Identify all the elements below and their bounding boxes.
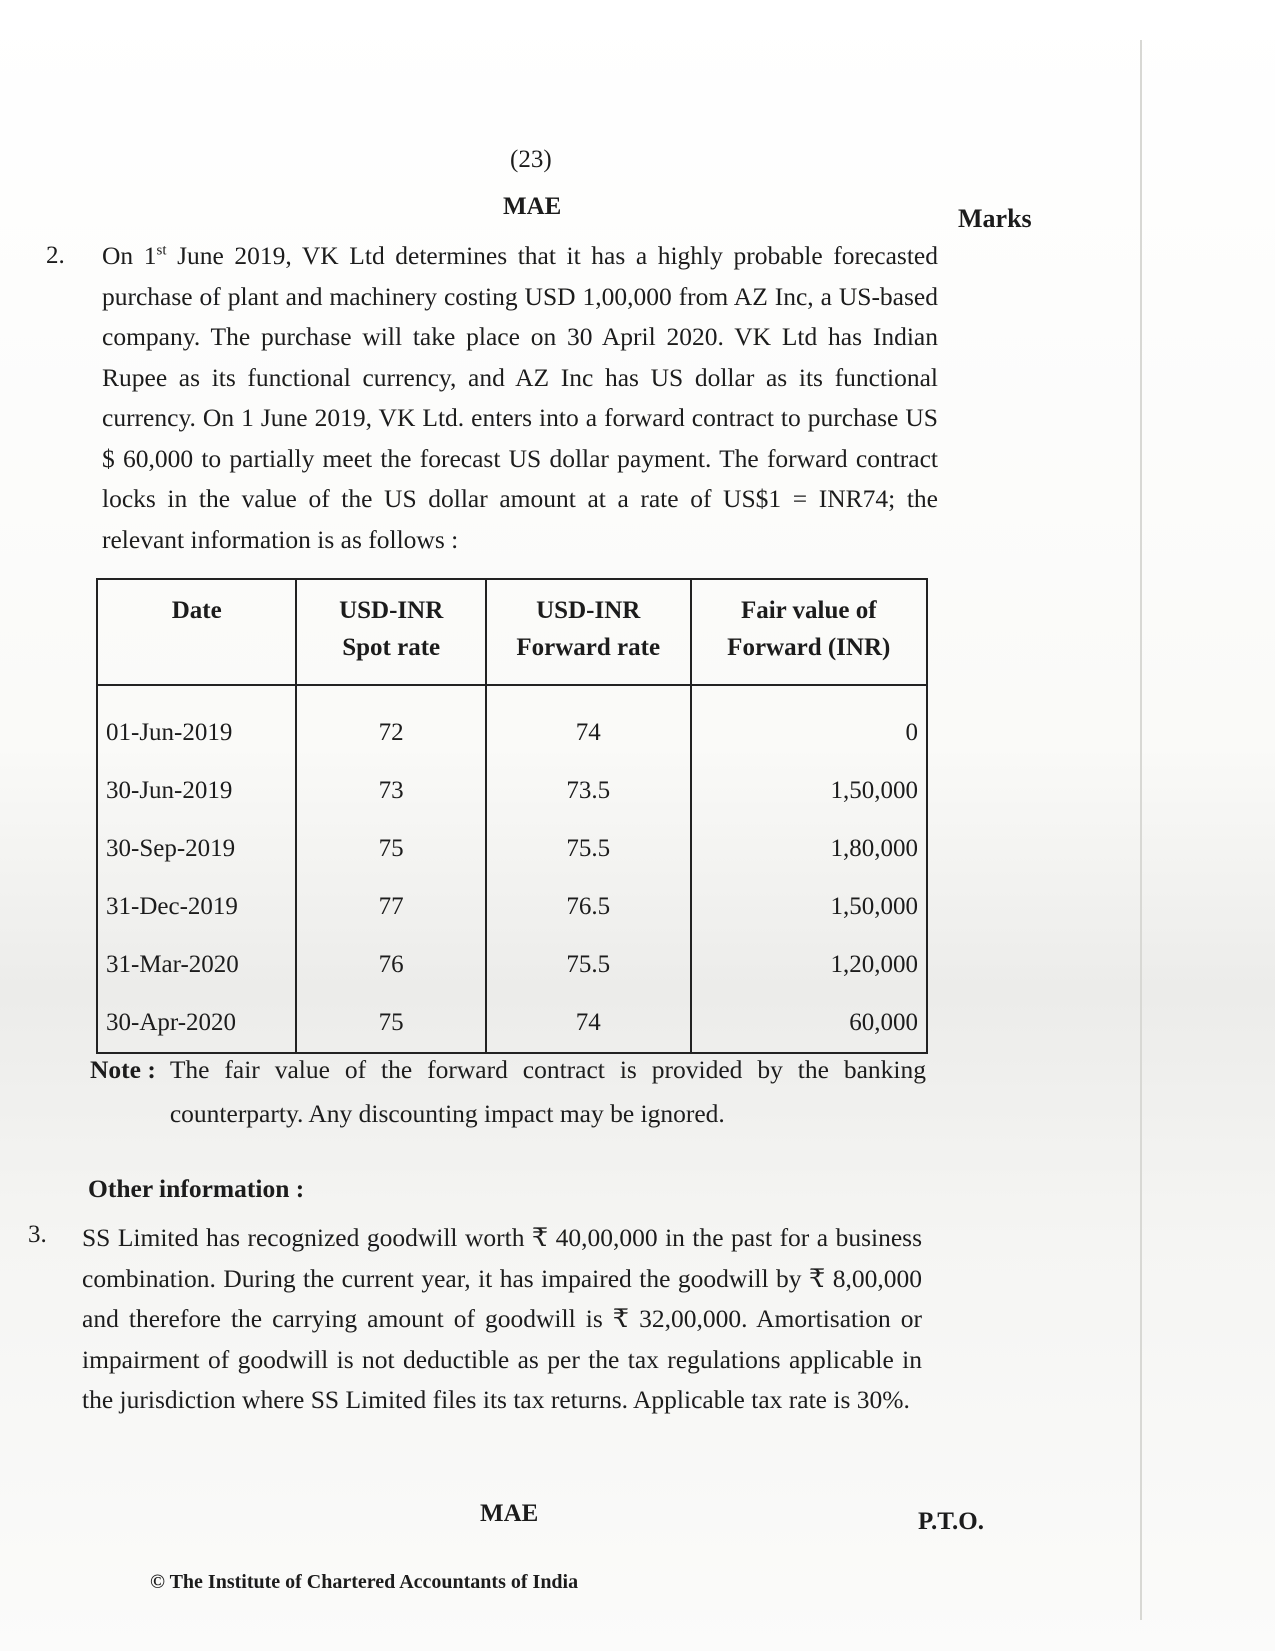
cell-date: 30-Jun-2019 [97,762,296,820]
note-text: The fair value of the forward contract is provided by the banking counterparty. Any discounting impact may be ignored. [169,1055,926,1128]
table-header-row [97,579,927,685]
question-2-text-start: On 1 [102,241,157,270]
cell-fair-value: 0 [691,685,927,762]
table-row [97,820,927,878]
cell-spot: 73 [296,762,486,820]
cell-date: 01-Jun-2019 [97,685,296,762]
question-3-number: 3. [28,1221,47,1248]
note-label: Note : [90,1055,156,1084]
header-paper-code: MAE [503,193,562,220]
other-information-heading: Other information : [88,1174,305,1203]
cell-spot: 77 [296,878,486,936]
header-fair-value: Fair value of Forward (INR) [691,579,927,685]
marks-column-label: Marks [958,204,1032,233]
cell-spot: 72 [296,685,486,762]
copyright-notice: © The Institute of Chartered Accountants of India [150,1571,579,1593]
table-row [97,936,927,994]
table-row [97,878,927,936]
cell-date: 31-Mar-2020 [97,936,296,994]
cell-date: 30-Apr-2020 [97,994,296,1053]
table-row [97,994,927,1053]
cell-forward: 74 [486,994,691,1053]
cell-forward: 73.5 [486,762,691,820]
question-2-number: 2. [46,242,65,269]
footer-paper-code: MAE [480,1500,539,1527]
cell-forward: 74 [486,685,691,762]
cell-forward: 75.5 [486,820,691,878]
header-date: Date [97,579,296,685]
question-3-text: SS Limited has recognized goodwill worth ₹ 40,00,000 in the past for a business combination. During the current year, it has impaired the goodwill by ₹ 8,00,000 and therefore the carrying amount of goodwill is ₹ 32,00,000. Amortisation or impairment of goodwill is not deductible as per the tax regulations applicable in the jurisdiction where SS Limited files its tax returns. Applicable tax rate is 30%. [82,1223,922,1414]
header-forward-rate: USD-INR Forward rate [486,579,691,685]
cell-fair-value: 1,50,000 [691,878,927,936]
page-number: (23) [510,146,552,173]
table-row [97,762,927,820]
cell-fair-value: 1,50,000 [691,762,927,820]
cell-spot: 76 [296,936,486,994]
cell-spot: 75 [296,994,486,1053]
cell-forward: 75.5 [486,936,691,994]
footer-pto: P.T.O. [918,1508,984,1535]
page-edge-shadow [1140,40,1142,1620]
cell-fair-value: 1,80,000 [691,820,927,878]
cell-forward: 76.5 [486,878,691,936]
question-2-text [102,236,938,560]
cell-fair-value: 60,000 [691,994,927,1053]
cell-date: 31-Dec-2019 [97,878,296,936]
header-spot-rate: USD-INR Spot rate [296,579,486,685]
ordinal-suffix: st [156,242,167,259]
table-note [90,1048,926,1136]
cell-spot: 75 [296,820,486,878]
table-row [97,685,927,762]
cell-date: 30-Sep-2019 [97,820,296,878]
cell-fair-value: 1,20,000 [691,936,927,994]
forward-rates-table [96,578,928,1054]
question-2-text-rest: June 2019, VK Ltd determines that it has a highly probable forecasted purchase of plant and machinery costing USD 1,00,000 from AZ Inc, a US-based company. The purchase will take place on 30 April 2020. VK Ltd has Indian Rupee as its functional currency, and AZ Inc has US dollar as its functional currency. On 1 June 2019, VK Ltd. enters into a forward contract to purchase US $ 60,000 to partially meet the forecast US dollar payment. The forward contract locks in the value of the US dollar amount at a rate of US$1 = INR74; the relevant information is as follows : [102,241,939,554]
